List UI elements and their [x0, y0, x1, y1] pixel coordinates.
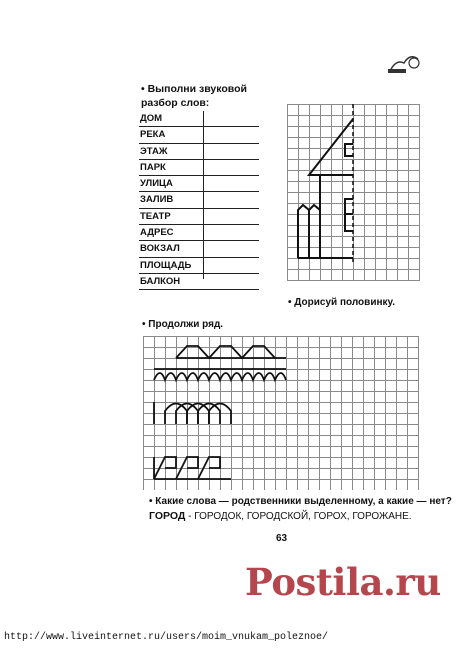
word-row: БАЛКОН [139, 274, 259, 290]
task3-instruction: • Продолжи ряд. [142, 319, 224, 330]
task4-answer-line [149, 509, 452, 524]
word-row: УЛИЦА [139, 176, 259, 192]
key-word: ГОРОД [149, 510, 186, 522]
task2-instruction: • Дорисуй половинку. [288, 297, 395, 308]
word-row: ПЛОЩАДЬ [139, 258, 259, 274]
pattern-drawings [143, 336, 419, 490]
footer-url-link[interactable]: http://www.liveinternet.ru/users/moim_vnukam_poleznoe/ [4, 632, 329, 643]
related-words: - ГОРОДОК, ГОРОДСКОЙ, ГОРОХ, ГОРОЖАНЕ. [185, 511, 412, 522]
pattern-grid [143, 336, 419, 490]
word-row: ЭТАЖ [139, 144, 259, 160]
task1-instruction [141, 82, 247, 110]
watermark-logo: Postila.ru [245, 560, 441, 604]
task1-instruction-line1: • Выполни звуковой [141, 83, 247, 95]
word-row: ЗАЛИВ [139, 192, 259, 208]
word-row: АДРЕС [139, 225, 259, 241]
word-row: ВОКЗАЛ [139, 241, 259, 257]
house-half-drawing [287, 104, 420, 281]
house-drawing-grid [287, 104, 420, 281]
page-number: 63 [276, 533, 288, 544]
task1-instruction-line2: разбор слов: [141, 97, 210, 109]
corner-ornament-icon [384, 49, 424, 77]
task4-question: • Какие слова — родственники выделенному, а какие — нет? [149, 496, 452, 507]
word-table [139, 111, 259, 290]
word-row: ДОМ [139, 111, 259, 127]
word-row: ТЕАТР [139, 209, 259, 225]
task4-block [149, 494, 452, 524]
word-row: ПАРК [139, 160, 259, 176]
word-row: РЕКА [139, 127, 259, 143]
